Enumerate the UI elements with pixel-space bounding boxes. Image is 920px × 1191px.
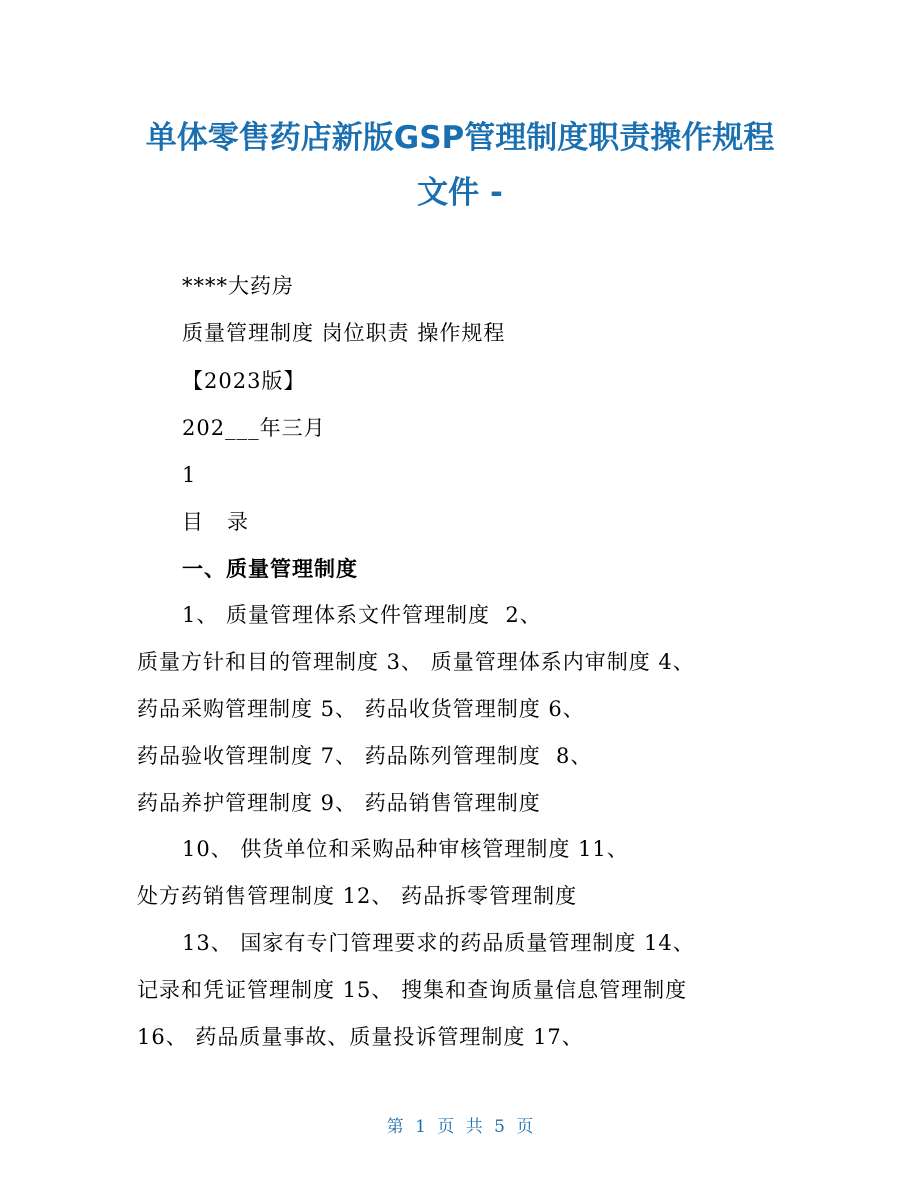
toc-paragraph-line: 处方药销售管理制度 12、 药品拆零管理制度	[137, 884, 578, 908]
toc-paragraph-line: 13、 国家有专门管理要求的药品质量管理制度 14、	[182, 931, 695, 955]
toc-heading: 目 录	[182, 510, 250, 534]
document-subtitle: 质量管理制度 岗位职责 操作规程	[182, 321, 506, 345]
edition-label: 【2023版】	[182, 369, 306, 393]
section-heading: 一、质量管理制度	[182, 556, 358, 581]
toc-paragraph-line: 10、 供货单位和采购品种审核管理制度 11、	[182, 837, 629, 861]
toc-paragraph-line: 记录和凭证管理制度 15、 搜集和查询质量信息管理制度	[137, 978, 688, 1002]
toc-paragraph-line: 药品验收管理制度 7、 药品陈列管理制度 8、	[137, 744, 593, 768]
number-line: 1	[182, 463, 197, 487]
date-line: 202___年三月	[182, 416, 326, 440]
title-line-1: 单体零售药店新版GSP管理制度职责操作规程	[145, 120, 775, 156]
toc-paragraph-line: 质量方针和目的管理制度 3、 质量管理体系内审制度 4、	[137, 650, 695, 674]
toc-paragraph-line: 药品采购管理制度 5、 药品收货管理制度 6、	[137, 697, 585, 721]
pharmacy-name: ****大药房	[182, 274, 294, 298]
toc-paragraph-line: 16、 药品质量事故、质量投诉管理制度 17、	[137, 1025, 584, 1049]
toc-paragraph-line: 1、 质量管理体系文件管理制度 2、	[182, 603, 542, 627]
title-line-2: 文件 -	[417, 175, 503, 211]
page-number-footer: 第 1 页 共 5 页	[386, 1117, 534, 1137]
toc-paragraph-line: 药品养护管理制度 9、 药品销售管理制度	[137, 791, 541, 815]
